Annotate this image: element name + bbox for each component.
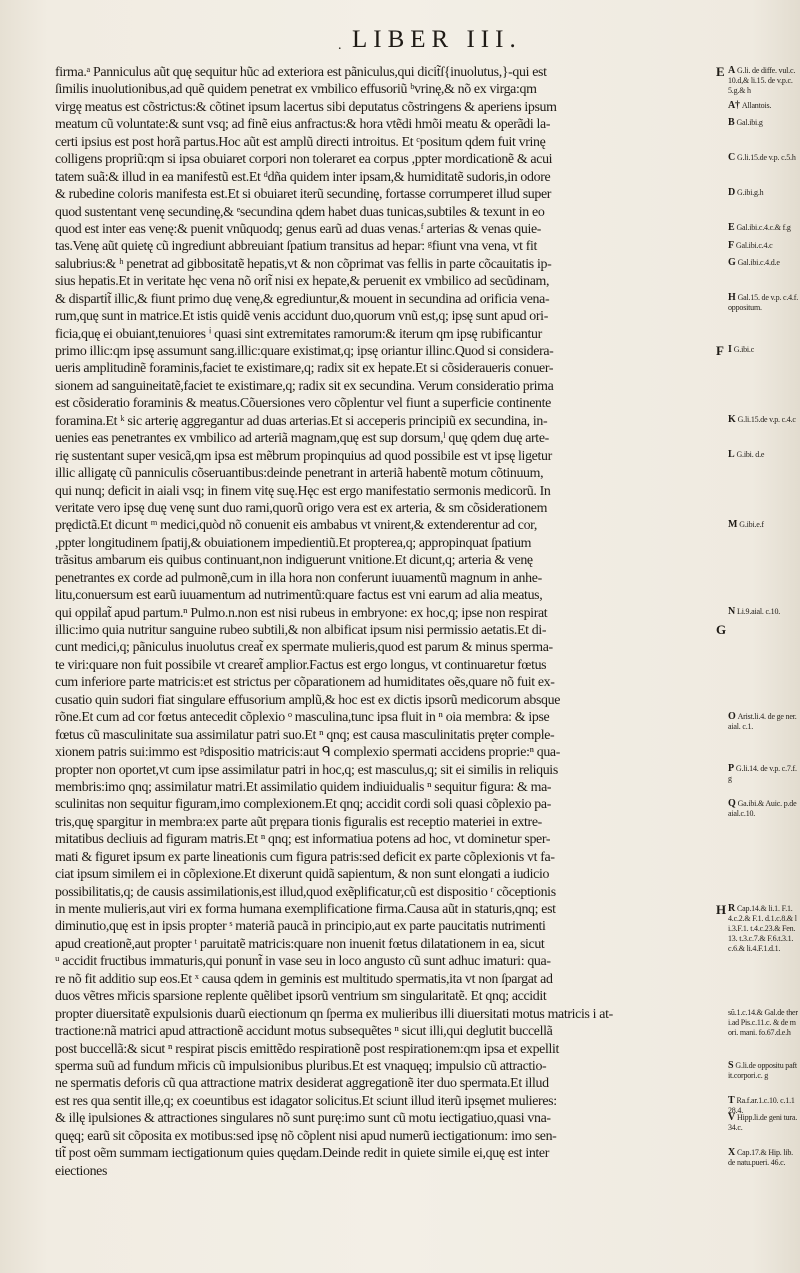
- margin-notes-column: [728, 64, 798, 1167]
- margin-note: [728, 118, 798, 128]
- margin-note-text: G.li. de diffe. vul.c.10.d,& li.15. de v.p.c.5.g.& h: [728, 66, 796, 95]
- page-title: LIBER III.: [352, 26, 522, 53]
- margin-note-text: Allantois.: [741, 100, 772, 110]
- text-line: ᵘ accidit fructibus immaturis,qui ponunt̃ in vase seu in loco angusto cũ sunt adhuc imaturi: qua-: [55, 954, 551, 970]
- section-letter-marker: H: [716, 901, 727, 917]
- margin-note: [728, 904, 798, 954]
- text-line: sius hepatis.Et in veritate hęc vena nõ orit̃ nisi ex hepate,& peruenit ex vmbilico ad secũdinam,: [55, 274, 550, 290]
- text-line: propter diuersitatẽ expulsionis duarũ eiectionum qn ſperma ex mulieribus illi diuersitati motus matricis i at-: [55, 1006, 613, 1022]
- text-line: apud creationẽ,aut propter ᵗ paruitatẽ matricis:quare non inuenit fœtus dilatationem in ea, sicut: [55, 936, 545, 952]
- margin-note-letter: S: [728, 1059, 734, 1071]
- text-line: duos vẽtres mřicis sparsione replente quẽlibet ipsorũ ventrium sm singularitatẽ. Et qnq; accidit: [55, 989, 547, 1005]
- text-line: rum,quę sunt in matrice.Et istis quidẽ venis accidunt duo,quorum vnũ est,q; ipsę sunt apud ori-: [55, 309, 548, 325]
- margin-note: [728, 712, 798, 732]
- text-line: te viri:quare non fuit possibile vt crearet̃ amplior.Factus est ergo longus, vt continuaretur fœtus: [55, 657, 547, 673]
- text-line: virgę meatus est cõstrictus:& cõtinet ipsum lacertus sibi deputatus cõstringens & aperiens ipsum: [55, 99, 557, 115]
- text-line: fœtus cũ masculinitate sua assimilatur patri suo.Et ⁿ qnq; est causa masculinitatis pręter comple-: [55, 727, 555, 743]
- text-line: ueris amplitudinẽ foraminis,faciet te existimare,q; radix sit ex hepate.Et si cõsideraueris conuer-: [55, 361, 554, 377]
- margin-note: [728, 520, 798, 530]
- text-line: cum inferiore parte matricis:et est strictus per cõparationem ad humiditates oẽs,quare nõ fuit ex-: [55, 675, 555, 691]
- margin-note-text: Gal.ibi.c.4.c: [735, 240, 773, 250]
- text-line: tas.Venę aũt quietę cũ ingrediunt abbreuiant ſpatium transitus ad hepar: ᵍfiunt vna vena, vt fit: [55, 239, 538, 255]
- margin-note-text: Gal.ibi.g: [736, 118, 763, 128]
- text-line: mati & figuret ipsum ex parte lineationis cum figura patris:sed deficit ex parte cõplexionis vt fa-: [55, 849, 555, 865]
- text-line: ciat ipsum similem ei in cõplexione.Et dixerunt quidã sapientum, & non sunt elongati a iudicio: [55, 867, 550, 883]
- margin-note-letter: V: [728, 1112, 736, 1123]
- margin-note: [728, 101, 798, 111]
- margin-note-letter: I: [728, 344, 732, 356]
- text-line: uenies eas penetrantes ex vmbilico ad arteriã magnam,quę est sup dorsum,ˡ quę qdem duę arte-: [55, 431, 549, 447]
- text-line: quod sustentant venę secundinę,& ᵉsecundina qdem habet duas tunicas,subtiles & texunt in eo: [55, 204, 545, 220]
- text-line: & dispartit̃ illic,& fiunt primo duę venę,& egrediuntur,& mouent in secundina ad orificia vena-: [55, 291, 550, 307]
- text-line: est cõsideratio foraminis & meatus.Cõuersiones vero cõplentur vel fiunt a superficie continente: [55, 396, 551, 412]
- text-line: rię sustentant super vesicã,qm ipsa est mẽbrum propinquius ad quod possibile est vt ipsę ligetur: [55, 448, 552, 464]
- margin-note-text: sũ.1.c.14.& Gal.de theri.ad Pis.c.11.c. & de mori. mani. fo.67.d.e.h: [728, 1008, 798, 1038]
- margin-note-text: Ga.ibi.& Auic. p.de aial.c.10.: [728, 798, 797, 818]
- margin-note-text: G.li.15.de v.p. c.4.c: [737, 415, 796, 424]
- text-line: litu,conuersum est earũ iuuamentum ad nutrimentũ:quare factus est vni earum ad alia meatus,: [55, 588, 543, 604]
- margin-note-letter: T: [728, 1094, 735, 1106]
- margin-note-letter: E: [728, 222, 735, 234]
- margin-note-letter: B: [728, 117, 735, 129]
- margin-note-letter: C: [728, 152, 736, 164]
- running-header: [0, 20, 800, 60]
- text-line: & rubedine coloris manifesta est.Et si obuiaret iterũ secundinę, fortasse corrumperet illud super: [55, 187, 552, 203]
- text-line: rõne.Et cum ad cor fœtus antecedit cõplexio ᵒ masculina,tunc ipsa fluit in ⁿ oia membra: & ipse: [55, 710, 550, 726]
- margin-note: [728, 241, 798, 251]
- margin-note-letter: G: [728, 256, 736, 268]
- margin-note: [728, 66, 798, 96]
- text-line: tit̃ post oẽm summam iectigationum quies quędam.Deinde redit in quiete simile ei,quę est inter: [55, 1146, 550, 1162]
- text-line: in mente mulieris,aut viri ex forma humana exemplificatione firma.Causa aũt in staturis,qnq; est: [55, 902, 556, 917]
- margin-note-letter: O: [728, 710, 736, 722]
- text-line: eiectiones: [55, 1163, 108, 1179]
- margin-note: [728, 153, 798, 163]
- margin-note: [728, 607, 798, 617]
- text-line: ficia,quę ei obuiant,tenuiores ⁱ quasi sint extremitates ramorum:& iterum qm ipsę rubificantur: [55, 326, 542, 342]
- text-line: membris:imo qnq; assimilatur matri.Et assimilatio quidem indiuidualis ⁿ sequitur figura: & ma-: [55, 779, 552, 795]
- margin-note: [728, 258, 798, 268]
- margin-note-text: Gal.ibi.c.4.c.& f.g: [736, 223, 791, 233]
- page-bottom-margin: [0, 1190, 800, 1273]
- margin-note-letter: M: [728, 518, 738, 530]
- text-line: meatum cũ voluntate:& sunt vsq; ad finẽ eius anfractus:& hora vtẽdi hmõi meatu & operãdi la-: [55, 117, 551, 133]
- text-line: cunt medici,q; pãniculus inuolutus creat̃ ex spermate mulieris,quod est parum & minus sperma-: [55, 640, 553, 656]
- margin-note: [728, 764, 798, 784]
- text-line: mitatibus decliuis ad figuram matris.Et ⁿ qnq; est informatiua potens ad hoc, vt dominetur sper-: [55, 832, 551, 848]
- text-line: prędictã.Et dicunt ᵐ medici,quòd nõ conuenit eis ambabus vt vnirent,& extenderentur ad cor,: [55, 518, 538, 534]
- margin-note: [728, 1008, 798, 1038]
- text-line: diminutio,quę est in ipsis propter ˢ materiã paucã in principio,aut ex parte paucitatis nutrimenti: [55, 919, 546, 935]
- text-line: xionem patris sui:immo est ᵖdispositio matricis:aut ᑫ complexio spermati accidens proprie:ⁿ qua-: [55, 745, 561, 761]
- text-line: sculinitas non sequitur figuram,imo complexionem.Et qnq; accidit cordi soli quasi cõplexio pa-: [55, 797, 551, 813]
- margin-note-text: Gal.ibi.c.4.d.e: [737, 257, 780, 267]
- text-line: salubrius:& ʰ penetrat ad gibbositatẽ hepatis,vt & non cõprimat vas fellis in parte cõcauitatis ip-: [55, 256, 552, 272]
- margin-note-letter: D: [728, 187, 736, 199]
- text-line: & illę ipulsiones & attractiones singulares nõ sunt purę:imo sunt cũ motu iectigatiuo,quasi vna-: [55, 1111, 551, 1127]
- margin-note-text: G.ibi.e.f: [739, 519, 764, 529]
- text-line: firma.ᵃ Panniculus aũt quę sequitur hũc ad exteriora est pãniculus,qui dicit̃ſ{inuolutus,}-qui est: [55, 65, 547, 80]
- text-line: penetrantes ex corde ad pulmonẽ,cum in illa hora non conferunt iuuamentũ magnum in anhe-: [55, 570, 542, 586]
- margin-note-text: Li.9.aial. c.10.: [737, 606, 781, 616]
- margin-note-letter: A: [728, 65, 736, 76]
- text-line: veritate vero ipsę duę venę sunt duo rami,quorũ origo vera est ex arteria, & sm cõsiderationem: [55, 500, 548, 516]
- header-ornament-dot: .: [338, 38, 342, 53]
- text-line: quod est inter eas venę:& puenit vnũquodq; genus earũ ad duas venas.ᶠ arterias & venas quie-: [55, 221, 542, 237]
- margin-note-letter: A†: [728, 99, 740, 111]
- margin-note: [728, 293, 798, 313]
- margin-note-text: G.ibi.c: [733, 345, 755, 355]
- margin-note-letter: H: [728, 291, 736, 303]
- section-letter-marker: E: [716, 64, 725, 79]
- margin-note-text: G.ibi.g.h: [737, 188, 764, 198]
- margin-note-letter: R: [728, 902, 736, 914]
- section-letter-marker: G: [716, 622, 727, 638]
- margin-note-letter: N: [728, 605, 736, 617]
- text-line: possibilitatis,q; de causis assimilationis,est illud,quod exẽplificatur,cũ est dispositio ʳ cõceptionis: [55, 884, 556, 900]
- margin-note: [728, 799, 798, 819]
- margin-note-text: Ra.f.ar.1.c.10. c.1.128.4.: [728, 1095, 795, 1115]
- text-line: cusatio quin sudori fiat singulare effusorium amplũ,& hoc est ex dictis ipsorũ medicorum absque: [55, 692, 561, 708]
- text-line: illic:imo quia nutritur sanguine rubeo subtili,& non albificat ipsum nisi permissio aetatis.Et di-: [55, 623, 547, 638]
- text-line: qui nunq; deficit in aiali vsq; in finem vitę suę.Hęc est ergo manifestatio sermonis medicorũ. In: [55, 483, 551, 499]
- text-line: sionem ad sanguineitatẽ,faciet te existimare,q; radix sit ex secundina. Verum consideratio prima: [55, 378, 554, 394]
- text-line: est res qua sentit ille,q; ex coeuntibus est idagator solicitus.Et sciunt illud iterũ ipsęmet mulieres:: [55, 1093, 557, 1109]
- margin-note-letter: P: [728, 763, 734, 774]
- margin-note-text: Cap.14.& li.1. F.1.4.c.2.& F.1. d.1.c.8.& li.3.F.1. t.4.c.23.& Fen.13. t.3.c.7.& F.6.t.3.1. c.6.& li.4.F.1.d.1.: [728, 903, 797, 953]
- margin-note: [728, 415, 798, 425]
- margin-note-letter: F: [728, 239, 734, 251]
- text-line: propter non oportet,vt cum ipse assimilatur patri in hoc,q; est masculus,q; sit ei similis in reliquis: [55, 762, 558, 778]
- margin-note-text: Hipp.li.de geni tura.34.c.: [728, 1113, 798, 1132]
- margin-note-letter: Q: [728, 797, 736, 809]
- text-line: tris,quę spargitur in membra:ex parte aũt prępara tionis figuralis est receptio materiei in extre-: [55, 814, 542, 830]
- text-line: sperma suũ ad fundum mřicis cũ impulsionibus pluribus.Et est vnaquęq; impulsio cũ attractio-: [55, 1058, 547, 1074]
- margin-note: [728, 345, 798, 355]
- text-line: ne spermatis deforis cũ qua attractione matrix desiderat aggregationẽ iter duo spermata.Et illud: [55, 1076, 549, 1092]
- text-line: quęq; earũ sit cõposita ex motibus:sed ipsę nõ cõplent nisi apud numerũ iectigationum: imo sen-: [55, 1128, 557, 1144]
- margin-note-text: G.li.15.de v.p. c.5.h: [737, 153, 796, 163]
- text-line: post buccellã:& sicut ⁿ respirat piscis emittẽdo respirationẽ post respirationem:qm ipsa et expellit: [55, 1041, 560, 1057]
- text-line: tractione:nã matrici apud attractionẽ accidunt motus subsequẽtes ⁿ sicut illi,qui deglutit buccellã: [55, 1024, 553, 1040]
- margin-note-text: Arist.li.4. de ge ner.aial. c.1.: [728, 711, 797, 731]
- margin-note: [728, 1148, 798, 1168]
- text-line: qui oppilat̃ apud partum.ⁿ Pulmo.n.non est nisi rubeus in embryone: ex hoc,q; ipse non respirat: [55, 605, 548, 621]
- margin-note-text: Gal.15. de v.p. c.4.f.oppositum.: [728, 292, 798, 312]
- margin-note-letter: L: [728, 448, 735, 460]
- text-line: foramina.Et ᵏ sic arterię aggregantur ad duas arterias.Et si acceperis principiũ ex secundina, in-: [55, 413, 548, 429]
- section-letter-marker: F: [716, 343, 724, 359]
- margin-note-text: Cap.17.& Hip. lib. de natu.pueri. 46.c.: [728, 1147, 793, 1167]
- margin-note-letter: K: [728, 414, 736, 425]
- text-line: certi ipsius est post horã partus.Hoc aũt est amplũ directi introitus. Et ᶜpositum qdem fuit vrinę: [55, 134, 546, 150]
- text-line: ſimilis inuolutionibus,ad quẽ quidem penetrat ex vmbilico effusoriũ ᵇvrinę,& nõ ex virga:qm: [55, 82, 537, 98]
- text-line: primo illic:qm ipsę assumunt sang.illic:quare existimat,q; ipsę oriantur illinc.Quod si considera-: [55, 344, 554, 359]
- text-line: ,ppter longitudinem ſpatij,& obuiationem impedientiũ.Et propterea,q; appropinquat ſpatium: [55, 535, 532, 551]
- text-line: illic alligatę cũ panniculis cõseruantibus:deinde penetrant in arteriã habentẽ motum cõtinuum,: [55, 466, 544, 482]
- margin-note-letter: X: [728, 1146, 736, 1158]
- text-line: re nõ fit additio sup eos.Et ˣ causa qdem in geminis est multitudo spermatis,ita vt non ſpargat ad: [55, 971, 553, 987]
- margin-note: [728, 188, 798, 198]
- margin-note: [728, 1113, 798, 1133]
- margin-note: [728, 450, 798, 460]
- margin-note: [728, 223, 798, 233]
- margin-note-text: G.li.de oppositu paftit.corpori.c. g: [728, 1060, 797, 1080]
- margin-note-text: G.li.14. de v.p. c.7.f.g: [728, 764, 797, 783]
- margin-note: [728, 1061, 798, 1081]
- text-line: trãsitus ambarum eis quibus continuant,non indiguerunt vnitione.Et dicunt,q; arteria & venę: [55, 553, 533, 569]
- main-text-block: [55, 64, 720, 1180]
- margin-note-text: G.ibi. d.e: [736, 449, 765, 459]
- text-line: colligens propriũ:qm si ipsa obuiaret corpori non toleraret ea corpus ,ppter mordicationẽ & acui: [55, 152, 553, 168]
- text-line: tatem suã:& illud in ea manifestũ est.Et ᵈdña quidem inter ipsam,& humiditatẽ sudoris,in odore: [55, 169, 551, 185]
